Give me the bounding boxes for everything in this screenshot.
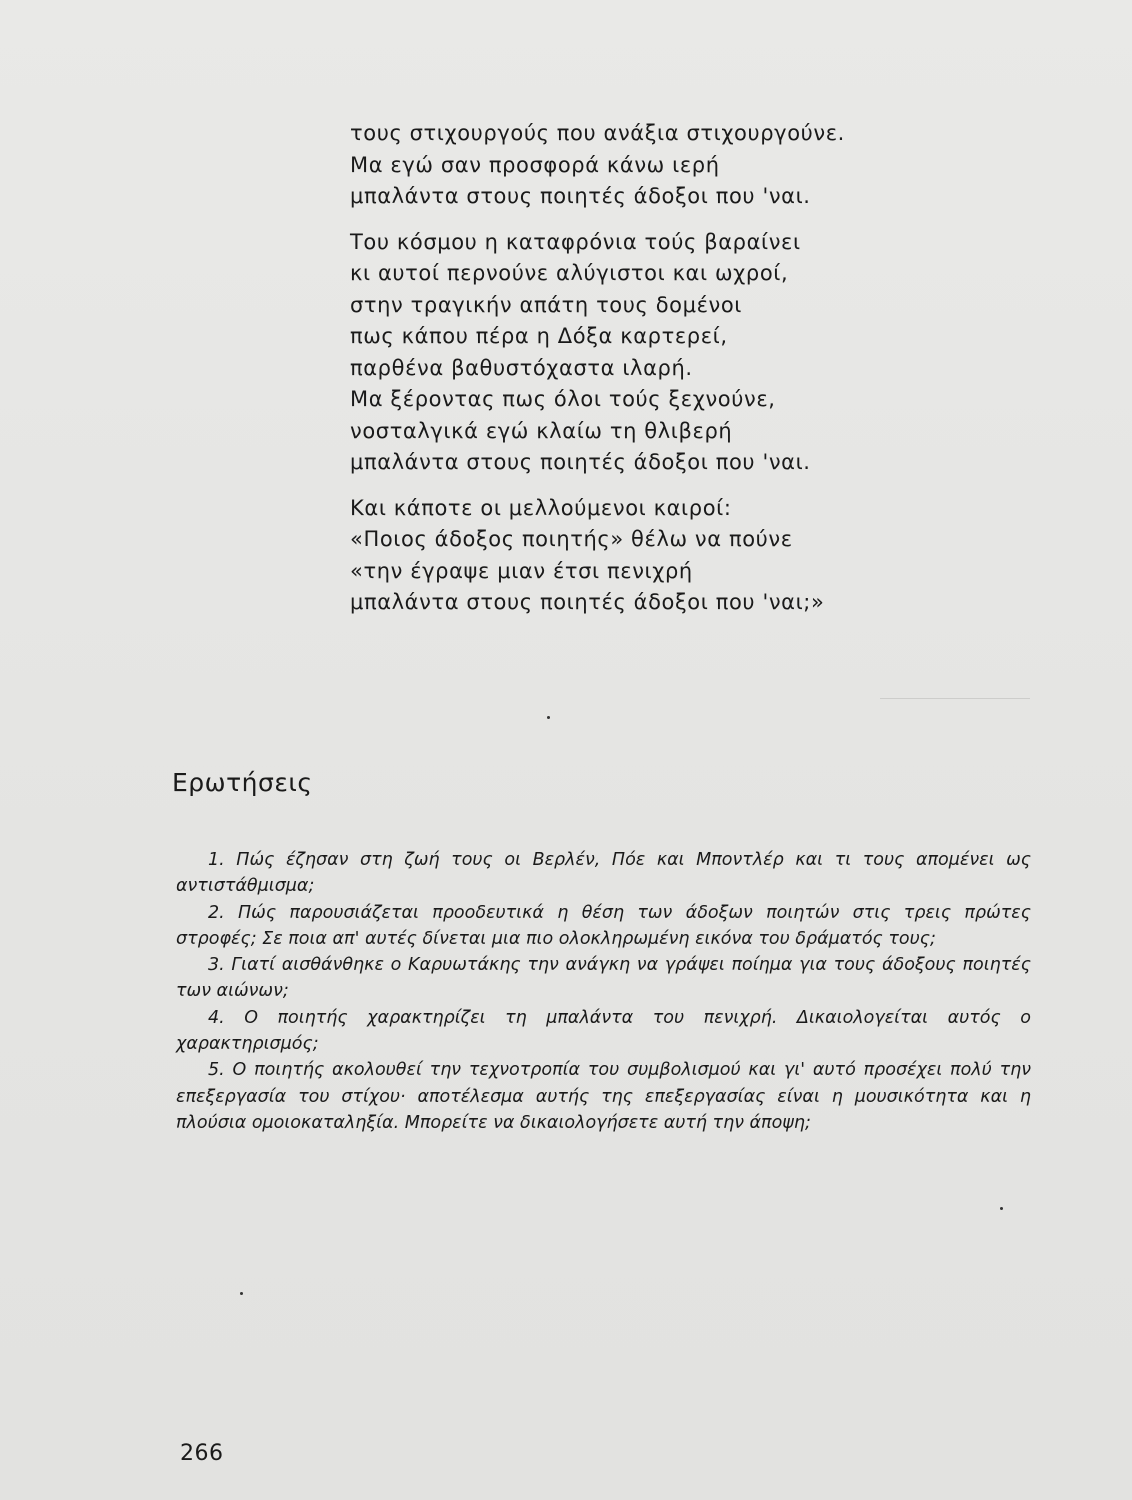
poem-line: τους στιχουργούς που ανάξια στιχουργούνε. xyxy=(350,121,845,145)
poem-line: παρθένα βαθυστόχαστα ιλαρή. xyxy=(350,355,693,380)
bleed-through-rule xyxy=(880,698,1030,699)
poem-line: πως κάπου πέρα η Δόξα καρτερεί, xyxy=(350,324,728,348)
poem-stanza xyxy=(350,493,910,619)
speck xyxy=(240,1292,243,1295)
poem-stanza xyxy=(350,118,910,213)
poem-line: Του κόσμου η καταφρόνια τούς βαραίνει xyxy=(350,229,801,254)
poem-line: Μα ξέροντας πως όλοι τούς ξεχνούνε, xyxy=(350,387,776,411)
poem-stanza xyxy=(350,227,910,479)
poem-line: στην τραγικήν απάτη τους δομένοι xyxy=(350,292,743,317)
poem-line: «Ποιος άδοξος ποιητής» θέλω να πούνε xyxy=(350,527,793,551)
poem-line: νοσταλγικά εγώ κλαίω τη θλιβερή xyxy=(350,418,733,443)
poem-line: μπαλάντα στους ποιητές άδοξοι που 'ναι. xyxy=(350,450,811,474)
poem xyxy=(350,118,910,633)
question-item: 4. Ο ποιητής χαρακτηρίζει τη μπαλάντα του πενιχρή. Δικαιολογείται αυτός ο χαρακτηρισμός; xyxy=(176,1007,1031,1055)
poem-line: «την έγραψε μιαν έτσι πενιχρή xyxy=(350,558,693,583)
poem-line: μπαλάντα στους ποιητές άδοξοι που 'ναι. xyxy=(350,184,811,208)
poem-line: κι αυτοί περνούνε αλύγιστοι και ωχροί, xyxy=(350,261,789,285)
poem-line: Και κάποτε οι μελλούμενοι καιροί: xyxy=(350,495,732,520)
question-item: 3. Γιατί αισθάνθηκε ο Καρυωτάκης την ανάγκη να γράψει ποίημα για τους άδοξους ποιητές των αιώνων; xyxy=(176,955,1031,1002)
page-number: 266 xyxy=(180,1441,224,1466)
questions-list xyxy=(176,847,1031,1136)
poem-line: Μα εγώ σαν προσφορά κάνω ιερή xyxy=(350,152,720,177)
question-item: 2. Πώς παρουσιάζεται προοδευτικά η θέση των άδοξων ποιητών στις τρεις πρώτες στροφές; Σε ποια απ' αυτές δίνεται μια πιο ολοκληρωμένη εικόνα του δράματός τους; xyxy=(176,902,1031,949)
questions-heading: Ερωτήσεις xyxy=(172,768,313,797)
question-item: 1. Πώς έζησαν στη ζωή τους οι Βερλέν, Πόε και Μποντλέρ και τι τους απομένει ως αντιστάθμισμα; xyxy=(176,850,1031,897)
poem-line: μπαλάντα στους ποιητές άδοξοι που 'ναι;» xyxy=(350,590,825,614)
question-item: 5. Ο ποιητής ακολουθεί την τεχνοτροπία του συμβολισμού και γι' αυτό προσέχει πολύ την επεξεργασία του στίχου· αποτέλεσμα αυτής της επεξεργασίας είναι η μουσικότητα και η πλούσια ομοιοκαταληξία. Μπορείτε να δικαιολογήσετε αυτή την άποψη; xyxy=(176,1060,1031,1133)
speck xyxy=(1000,1207,1003,1210)
speck xyxy=(547,716,550,719)
